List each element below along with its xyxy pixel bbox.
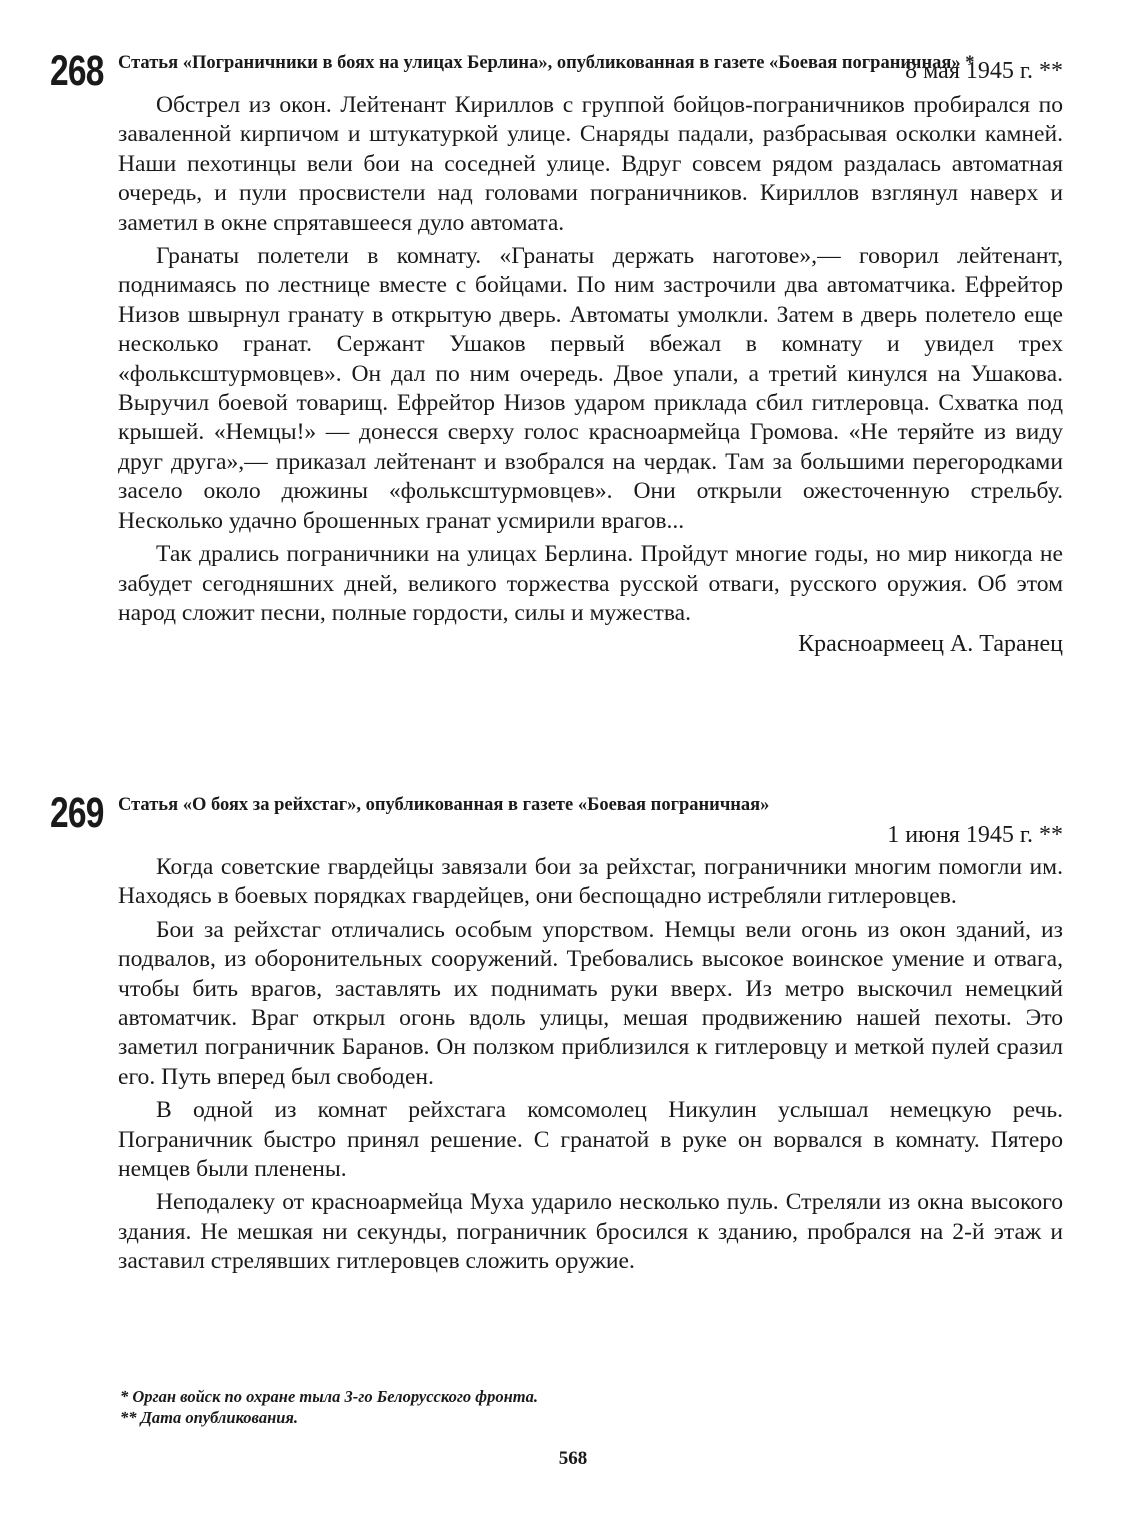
document-number: 268	[50, 47, 104, 95]
paragraph: Обстрел из окон. Лейтенант Кириллов с группой бойцов-пограничников пробирался по заваленной кирпичом и штукатуркой улице. Снаряды падали, разбрасывая осколки камней. Наши пехотинцы вели бои на соседней улице. Вдруг совсем рядом раздалась автоматная очередь, и пули просвистели над головами пограничников. Кириллов взглянул наверх и заметил в окне спрятавшееся дуло автомата.	[118, 92, 1063, 236]
document-number: 269	[50, 789, 104, 837]
document-title: Статья «О боях за рейхстаг», опубликованная в газете «Боевая пограничная»	[118, 795, 770, 815]
document-268	[50, 47, 1063, 658]
paragraph: Бои за рейхстаг отличались особым упорством. Немцы вели огонь из окон зданий, из подвалов, из оборонительных сооружений. Требовались высокое воинское умение и отвага, чтобы бить врагов, заставлять их поднимать руки вверх. Из метро выскочил немецкий автоматчик. Враг открыл огонь вдоль улицы, мешая продвижению нашей пехоты. Это заметил пограничник Баранов. Он ползком приблизился к гитлеровцу и меткой пулей сразил его. Путь вперед был свободен.	[118, 916, 1063, 1090]
paragraph: Гранаты полетели в комнату. «Гранаты держать наготове»,— говорил лейтенант, поднимаясь по лестнице вместе с бойцами. По ним застрочили два автоматчика. Ефрейтор Низов швырнул гранату в открытую дверь. Автоматы умолкли. Затем в дверь полетело еще несколько гранат. Сержант Ушаков первый вбежал в комнату и увидел трех «фольксштурмовцев». Он дал по ним очередь. Двое упали, а третий кинулся на Ушакова. Выручил боевой товарищ. Ефрейтор Низов ударом приклада сбил гитлеровца. Схватка под крышей. «Немцы!» — донесся сверху голос красноармейца Громова. «Не теряйте из виду друг друга»,— приказал лейтенант и взобрался на чердак. Там за большими перегородками засело около дюжины «фольксштурмовцев». Они открыли ожесточенную стрельбу. Несколько удачно брошенных гранат усмирили врагов...	[118, 243, 1063, 534]
document-title: Статья «Пограничники в боях на улицах Берлина», опубликованная в газете «Боевая пограничная» *	[118, 53, 975, 73]
page-number: 568	[558, 1448, 588, 1469]
footnote: ** Дата опубликования.	[120, 1408, 299, 1427]
document-269	[50, 789, 1063, 1277]
footnotes	[120, 1386, 1020, 1428]
footnote: * Орган войск по охране тыла 3-го Белорусского фронта.	[120, 1387, 538, 1406]
paragraph: Неподалеку от красноармейца Муха ударило несколько пуль. Стреляли из окна высокого здания. Не мешкая ни секунды, пограничник бросился к зданию, пробрался на 2-й этаж и заставил стрелявших гитлеровцев сложить оружие.	[118, 1189, 1063, 1275]
paragraph: В одной из комнат рейхстага комсомолец Никулин услышал немецкую речь. Пограничник быстро принял решение. С гранатой в руке он ворвался в комнату. Пятеро немцев были пленены.	[118, 1097, 1063, 1183]
author-signature: Красноармеец А. Таранец	[798, 631, 1063, 658]
paragraph: Когда советские гвардейцы завязали бои за рейхстаг, пограничники многим помогли им. Находясь в боевых порядках гвардейцев, они беспощадно истребляли гитлеровцев.	[118, 854, 1063, 910]
publication-date: 1 июня 1945 г. **	[887, 822, 1063, 848]
publication-date: 8 мая 1945 г. **	[905, 58, 1063, 84]
paragraph: Так дрались пограничники на улицах Берлина. Пройдут многие годы, но мир никогда не забудет сегодняшних дней, великого торжества русской отваги, русского оружия. Об этом народ сложит песни, полные гордости, силы и мужества.	[118, 541, 1063, 626]
